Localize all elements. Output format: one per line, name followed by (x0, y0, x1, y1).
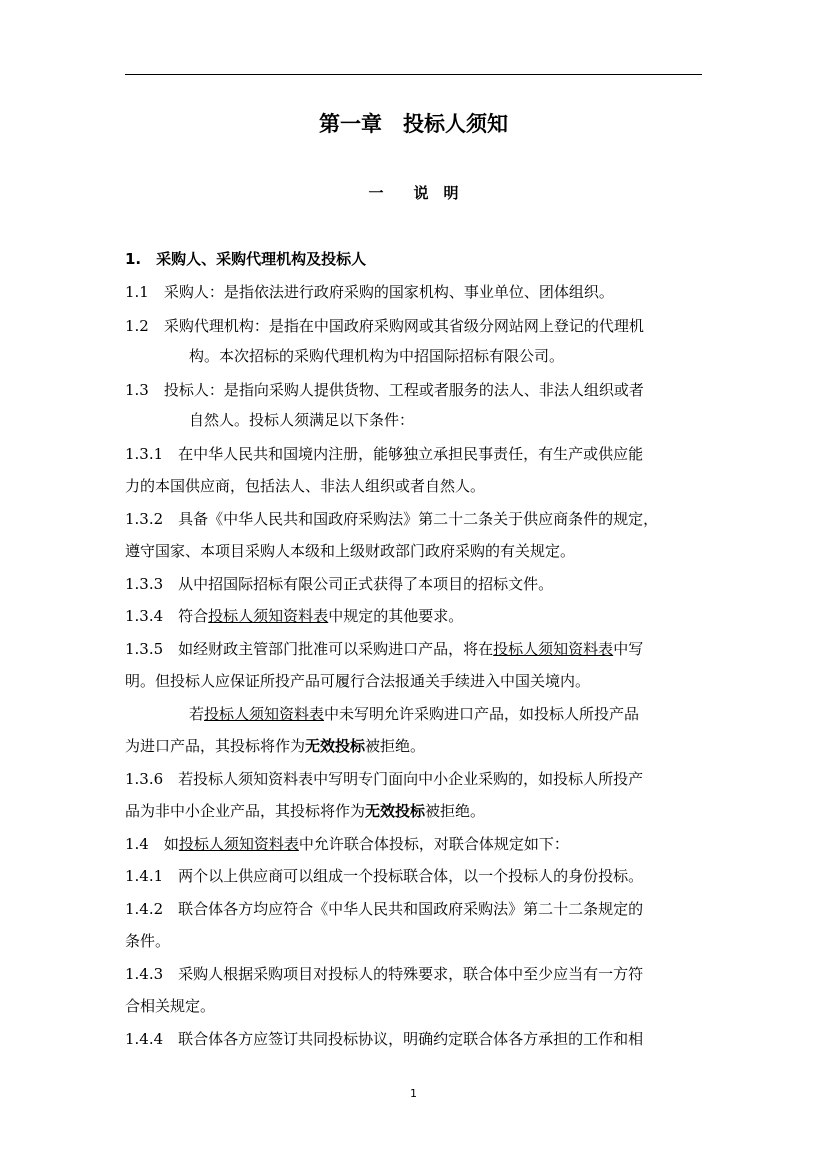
clause-1-3-5 (125, 639, 705, 659)
clause-1-1: 1.1 采购人：是指依法进行政府采购的国家机构、事业单位、团体组织。 (125, 283, 614, 301)
clause-1-3-5-para2 (189, 704, 705, 724)
clause-1-4-3-cont: 合相关规定。 (125, 997, 216, 1015)
clause-1-3-4-text-c: 中规定的其他要求。 (328, 607, 464, 625)
clause-1-4-text-c: 中允许联合体投标，对联合体规定如下： (298, 835, 569, 853)
invalid-bid-term: 无效投标 (365, 802, 426, 820)
clause-1-2-cont: 构。本次招标的采购代理机构为中招国际招标有限公司。 (189, 347, 565, 365)
clause-1-4-2: 1.4.2 联合体各方均应符合《中华人民共和国政府采购法》第二十二条规定的 (125, 900, 644, 918)
clause-1-3-5-cont: 明。但投标人应保证所投产品可履行合法报通关手续进入中国关境内。 (125, 672, 591, 690)
clause-1-3-6: 1.3.6 若投标人须知资料表中写明专门面向中小企业采购的，如投标人所投产 (125, 770, 644, 788)
clause-1-3-cont: 自然人。投标人须满足以下条件： (189, 411, 415, 429)
clause-1-3-2-cont: 遵守国家、本项目采购人本级和上级财政部门政府采购的有关规定。 (125, 542, 576, 560)
clause-1-4-2-cont: 条件。 (125, 932, 171, 950)
clause-1-4-1: 1.4.1 两个以上供应商可以组成一个投标联合体，以一个投标人的身份投标。 (125, 867, 644, 885)
clause-1-3-5-para2-cont (125, 736, 705, 756)
clause-1-3-6-cont (125, 801, 705, 821)
clause-1-3-5-para2-text-c: 中未写明允许采购进口产品，如投标人所投产品 (324, 705, 640, 723)
clause-1-3-5-para2-text-a: 若 (189, 705, 205, 723)
page-number: 1 (410, 1087, 417, 1100)
clause-1-3-5-text-c: 中写 (613, 640, 644, 658)
clause-1-4-4: 1.4.4 联合体各方应签订共同投标协议，明确约定联合体各方承担的工作和相 (125, 1030, 644, 1048)
clause-1-3-6-cont-c: 被拒绝。 (425, 802, 486, 820)
chapter-title: 第一章 投标人须知 (319, 112, 508, 136)
clause-1-3-1: 1.3.1 在中华人民共和国境内注册，能够独立承担民事责任，有生产或供应能 (125, 445, 644, 463)
clause-1-4 (125, 834, 705, 854)
clause-1-3-4 (125, 606, 705, 626)
datasheet-link[interactable]: 投标人须知资料表 (493, 640, 614, 658)
clause-1-4-3: 1.4.3 采购人根据采购项目对投标人的特殊要求，联合体中至少应当有一方符 (125, 965, 644, 983)
datasheet-link[interactable]: 投标人须知资料表 (204, 705, 325, 723)
clause-1-3-1-cont: 力的本国供应商，包括法人、非法人组织或者自然人。 (125, 477, 486, 495)
clause-1-3-5-para2-cont-c: 被拒绝。 (365, 737, 426, 755)
clause-1-3-2: 1.3.2 具备《中华人民共和国政府采购法》第二十二条关于供应商条件的规定， (125, 510, 659, 528)
invalid-bid-term: 无效投标 (305, 737, 366, 755)
clause-1-2: 1.2 采购代理机构：是指在中国政府采购网或其省级分网站网上登记的代理机 (125, 317, 644, 335)
clause-1-heading: 1. 采购人、采购代理机构及投标人 (125, 250, 367, 268)
clause-1-3-4-text-a: 1.3.4 符合 (125, 607, 209, 625)
clause-1-3-6-cont-a: 品为非中小企业产品，其投标将作为 (125, 802, 366, 820)
datasheet-link[interactable]: 投标人须知资料表 (208, 607, 329, 625)
clause-1-3: 1.3 投标人：是指向采购人提供货物、工程或者服务的法人、非法人组织或者 (125, 381, 644, 399)
clause-1-3-5-text-a: 1.3.5 如经财政主管部门批准可以采购进口产品，将在 (125, 640, 494, 658)
section-title: 一 说 明 (368, 184, 459, 202)
datasheet-link[interactable]: 投标人须知资料表 (178, 835, 299, 853)
clause-1-3-3: 1.3.3 从中招国际招标有限公司正式获得了本项目的招标文件。 (125, 575, 554, 593)
clause-1-4-text-a: 1.4 如 (125, 835, 179, 853)
clause-1-3-5-para2-cont-a: 为进口产品，其投标将作为 (125, 737, 306, 755)
header-rule (125, 74, 702, 75)
